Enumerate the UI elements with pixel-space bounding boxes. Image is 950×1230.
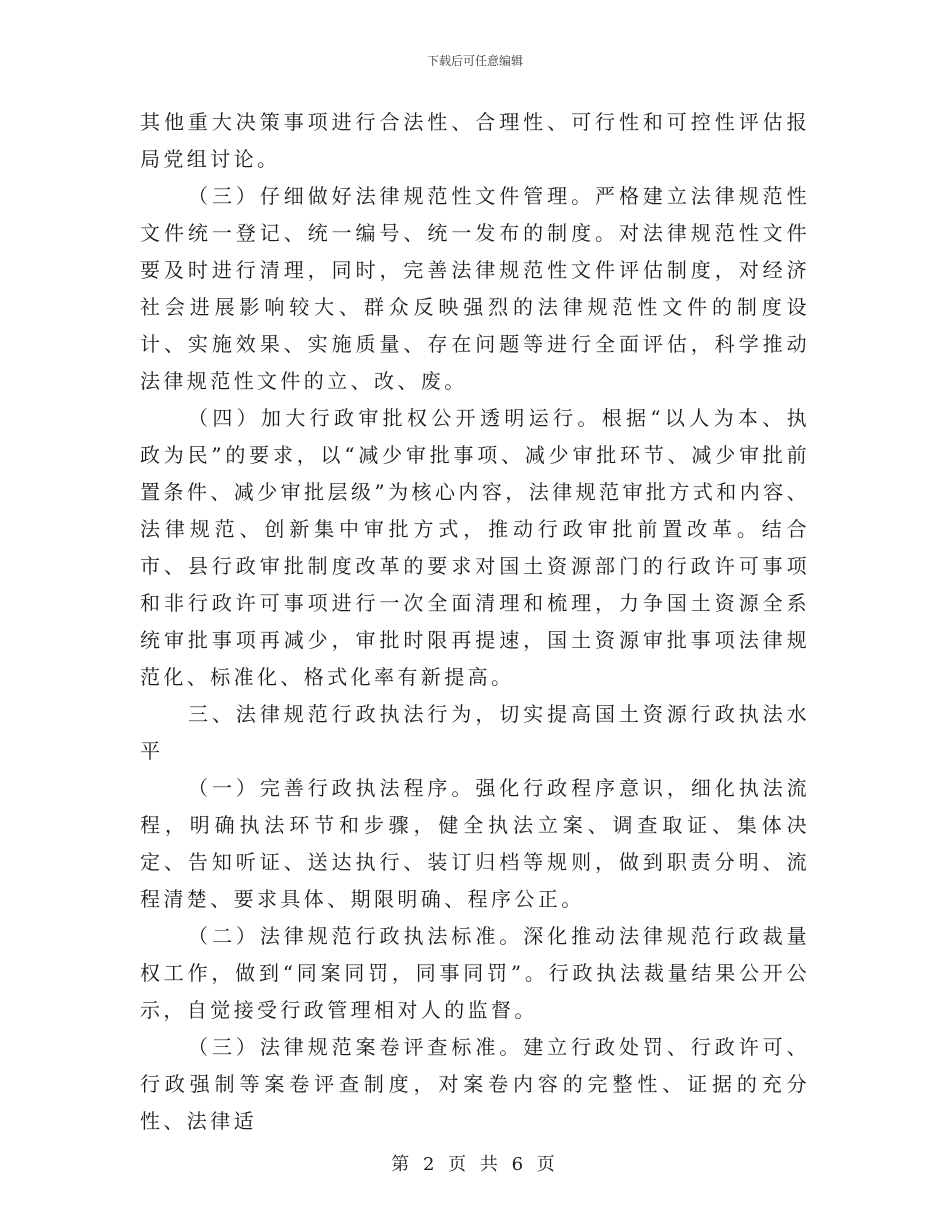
paragraph-continuation: 其他重大决策事项进行合法性、合理性、可行性和可控性评估报局党组讨论。 <box>140 110 810 171</box>
header-note: 下载后可任意编辑 <box>426 54 523 68</box>
paragraph-administrative-approval: （四）加大行政审批权公开透明运行。根据“以人为本、执政为民”的要求，以“减少审批事项、减少审批环节、减少审批前置条件、减少审批层级”为核心内容，法律规范审批方式和内容、法律规范、创新集中审批方式，推动行政审批前置改革。结合市、县行政审批制度改革的要求对国土资源部门的行政许可事项和非行政许可事项进行一次全面清理和梳理，力争国土资源全系统审批事项再减少，审批时限再提速，国土资源审批事项法律规范化、标准化、格式化率有新提高。 <box>140 406 810 689</box>
paragraph-enforcement-procedure: （一）完善行政执法程序。强化行政程序意识，细化执法流程，明确执法环节和步骤，健全执法立案、调查取证、集体决定、告知听证、送达执行、装订归档等规则，做到职责分明、流程清楚、要求具体、期限明确、程序公正。 <box>140 776 810 911</box>
paragraph-case-review: （三）法律规范案卷评查标准。建立行政处罚、行政许可、行政强制等案卷评查制度，对案卷内容的完整性、证据的充分性、法律适 <box>140 1035 810 1133</box>
page-number: 第 2 页 共 6 页 <box>391 1154 559 1175</box>
paragraph-regulatory-documents: （三）仔细做好法律规范性文件管理。严格建立法律规范性文件统一登记、统一编号、统一发布的制度。对法律规范性文件要及时进行清理，同时，完善法律规范性文件评估制度，对经济社会进展影响较大、群众反映强烈的法律规范性文件的制度设计、实施效果、实施质量、存在问题等进行全面评估，科学推动法律规范性文件的立、改、废。 <box>140 184 810 393</box>
document-body <box>140 104 810 1140</box>
paragraph-enforcement-standard: （二）法律规范行政执法标准。深化推动法律规范行政裁量权工作，做到“同案同罚，同事同罚”。行政执法裁量结果公开公示，自觉接受行政管理相对人的监督。 <box>140 924 810 1022</box>
section-heading-enforcement: 三、法律规范行政执法行为，切实提高国土资源行政执法水平 <box>140 702 810 763</box>
